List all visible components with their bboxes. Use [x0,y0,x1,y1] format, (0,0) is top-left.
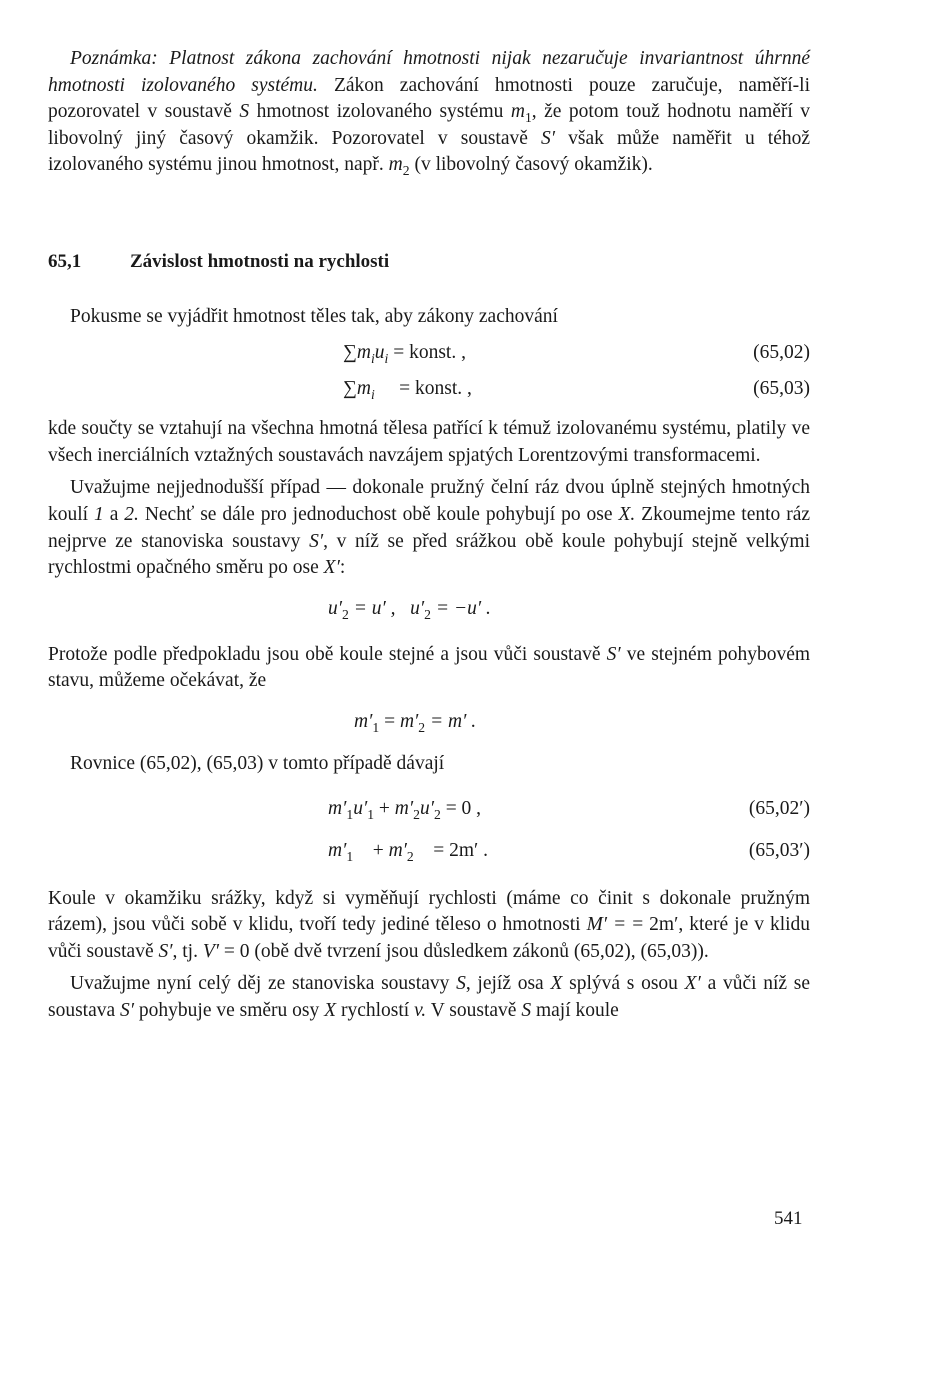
symbol-u-prime: u′ [328,597,343,619]
subscript: 2 [424,606,431,622]
text: a vůči níž se soustava [48,973,811,1021]
equation-part: = u′ , [353,597,396,619]
equation-rhs: = konst. , [393,342,466,364]
symbol-X-prime: X′ [323,557,340,579]
equation-velocities [48,596,810,630]
text: V soustavě [430,999,517,1021]
text: pohybuje ve směru osy [138,999,320,1021]
equation-65-03 [48,376,810,410]
note-text: (v libovolný časový okamžik). [414,154,653,176]
symbol-m-prime: m′ [394,797,414,819]
symbol-S-prime: S′ [606,643,621,665]
note-text: Zákon zachování hmotnosti pouze zaručuje, naměří-li pozorovatel v soustavě [48,74,810,123]
paragraph [48,971,810,1024]
subscript: 2 [406,848,414,864]
symbol-m: m [388,154,403,176]
text: = 0 (obě dvě tvrzení jsou důsledkem zákonů (65,02), (65,03)). [223,940,709,962]
equation-label: (65,02) [753,342,810,364]
equation-65-03-prime [48,838,810,872]
equation-part: = −u′ . [435,597,491,619]
equation-label: (65,03) [753,378,810,400]
symbol-S: S [456,973,466,995]
equation-65-02 [48,340,810,374]
symbol-V-prime: V′ [202,940,220,962]
symbol-S-prime: S′ [309,530,324,552]
text: Uvažujme nejjednodušší případ — dokonale pružný čelní ráz dvou úplně stejných hmotných koulí [48,477,810,525]
symbol-X: X. [618,503,636,525]
text: Zkoumejme tento ráz nejprve ze stanoviska soustavy [48,503,811,552]
paragraph: kde součty se vztahují na všechna hmotná tělesa patřící k témuž izolovanému systému, platily ve všech inerciálních vztažných soustavách navzájem spjatých Lorentzovými transformacemi. [48,418,810,466]
symbol-X: X [324,999,337,1021]
symbol-m: m [356,378,371,400]
symbol-X-prime: X′ [684,973,701,995]
symbol-v: v. [414,999,427,1021]
symbol-m-prime: m′ [328,839,347,861]
equation-rhs: = konst. , [399,378,472,400]
text: a [109,503,119,525]
text: Nechť se dále pro jednoduchost obě koule pohybují po ose [144,503,613,525]
symbol-S-prime: S′ [158,940,173,962]
paragraph: Pokusme se vyjádřit hmotnost těles tak, aby zákony zachování [70,305,558,327]
section-title: Závislost hmotnosti na rychlosti [130,250,390,272]
paragraph: Rovnice (65,02), (65,03) v tomto případě dávají [70,752,445,774]
subscript: 2 [418,719,426,735]
symbol-S: S [239,101,250,123]
equation-rhs: = 2m′ . [433,839,489,861]
note-italic: Platnost zákona zachování hmotnosti nijak nezaručuje invariantnost úhrnné hmotnosti izolovaného systému. [48,48,810,96]
symbol-M-prime: M′ = [586,914,627,936]
text: mají koule [535,999,619,1021]
plus: + [372,839,384,861]
section-number: 65,1 [48,250,82,272]
subscript: 1 [524,109,532,125]
page-body [48,46,810,1024]
subscript: i [371,350,375,366]
sum-symbol: ∑ [343,342,357,364]
paragraph [48,886,810,966]
text: Protože podle předpokladu jsou obě koule stejné a jsou vůči soustavě [48,643,601,665]
equation-masses [48,709,810,743]
text: Uvažujme nyní celý děj ze stanoviska soustavy [70,973,450,995]
symbol-m-prime: m′ [328,797,347,819]
symbol-u: u [374,342,385,364]
section-heading [48,249,810,276]
text: , tj. [172,940,198,962]
symbol-u-prime: u′ [419,797,434,819]
symbol-u-prime: u′ [410,597,425,619]
equation-rhs: = 0 , [445,797,482,819]
sum-symbol: ∑ [343,378,357,400]
page-number: 541 [774,1208,803,1229]
subscript: 1 [346,806,354,822]
symbol-m-prime: m′ [354,710,373,732]
subscript: 2 [413,806,420,822]
equation-label: (65,03′) [748,839,810,861]
text: : [339,557,346,579]
note-text: hmotnost izolovaného systému [256,101,504,123]
symbol-m: m [510,101,525,123]
symbol-X: X [550,973,563,995]
symbol-m: m [356,342,371,364]
subscript: 1 [367,806,375,822]
subscript: 1 [372,719,380,735]
text: , v níž se před srážkou obě koule pohybují stejně velkými rychlostmi opačného směru po ose [48,530,810,579]
symbol-m-prime: m′ [388,839,407,861]
symbol-u-prime: u′ [353,797,368,819]
symbol-S-prime: S′ [541,127,556,149]
equation-part: = m′ . [430,710,477,732]
subscript: 2 [433,806,441,822]
text: splývá s osou [569,973,678,995]
text: , jejíž osa [465,973,544,995]
paragraph [48,475,810,581]
subscript: i [384,350,389,366]
symbol-S-prime: S′ [120,999,135,1021]
symbol-m-prime: m′ [399,710,419,732]
plus: + [378,797,390,819]
equation-label: (65,02′) [748,797,810,819]
equals: = [384,710,396,732]
text: 1 [94,503,104,525]
note-text: však může naměřit u téhož izolovaného systému jinou hmotnost, např. [48,127,811,176]
subscript: 2 [402,163,410,179]
text: ve stejném pohybovém stavu, můžeme očekávat, že [48,643,811,692]
text: Koule v okamžiku srážky, když si vyměňují rychlosti (máme co činit s dokonale pružným rázem), jsou vůči sobě v klidu, tvoří tedy jediné těleso o hmotnosti [48,887,810,936]
note-paragraph [48,46,810,179]
note-text: , že potom touž hodnotu naměří v libovolný jiný časový okamžik. Pozorovatel v soustavě [48,101,811,149]
equation-65-02-prime [48,796,810,830]
note-lead: Poznámka: [70,48,158,69]
subscript: 1 [346,848,354,864]
symbol-S: S [521,999,532,1021]
paragraph [48,642,810,695]
subscript: i [371,386,375,402]
text: rychlostí [340,999,410,1021]
subscript: 2 [342,606,349,622]
text: = 2m′, které je v klidu vůči soustavě [48,914,811,962]
text: 2. [124,503,139,525]
